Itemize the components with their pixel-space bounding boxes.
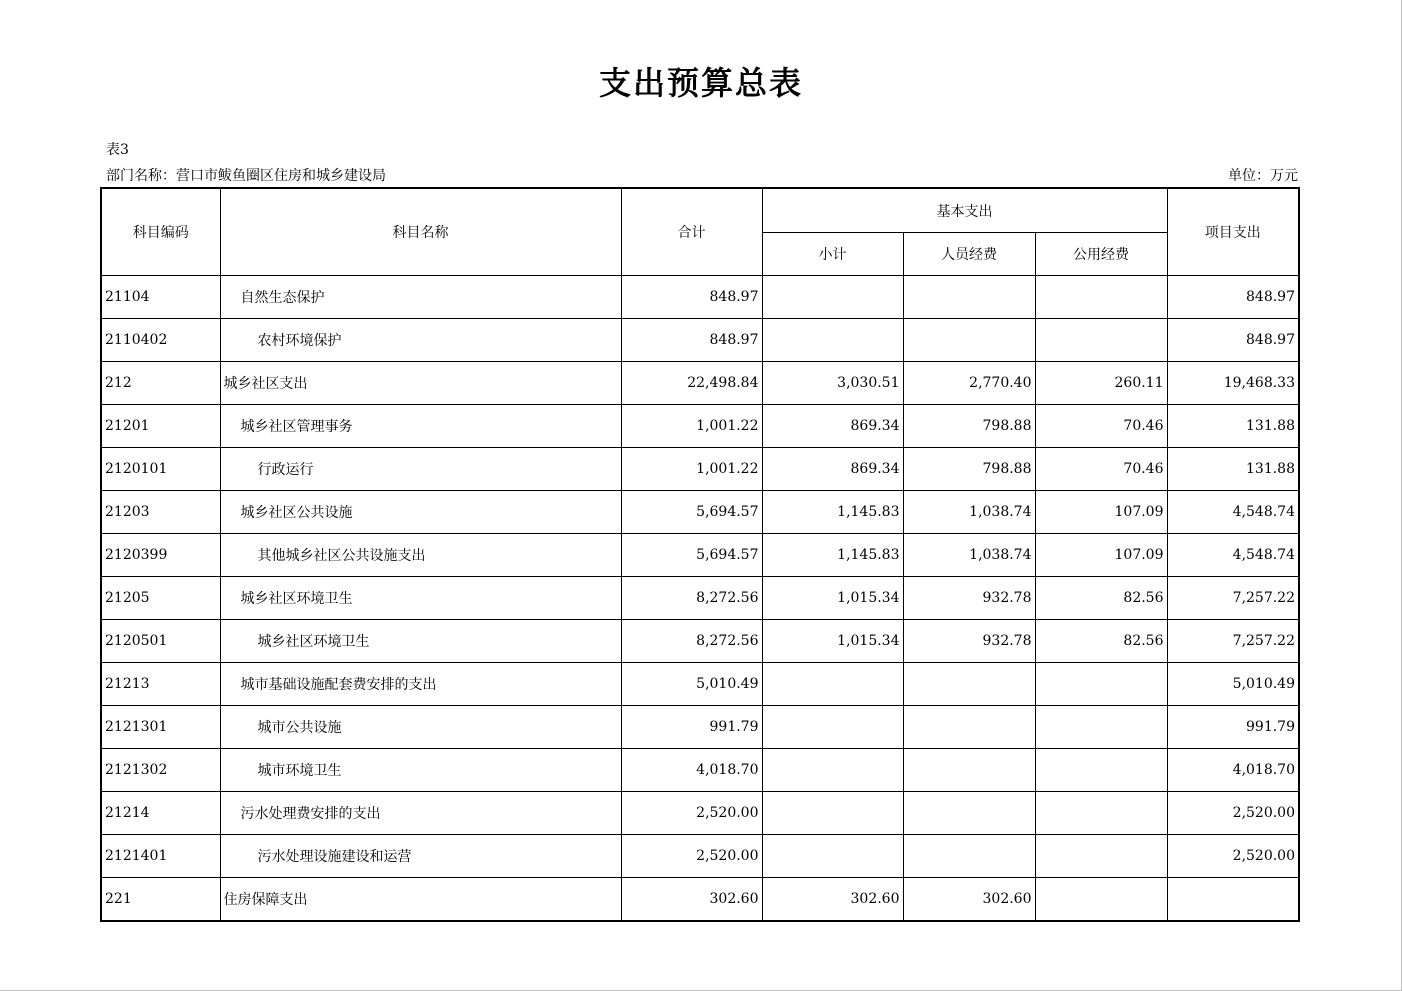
cell-name: 城乡社区环境卫生 [220, 577, 621, 620]
cell-name: 城乡社区公共设施 [220, 491, 621, 534]
cell-public: 107.09 [1035, 534, 1167, 577]
table-row [101, 362, 1299, 405]
cell-total: 1,001.22 [621, 405, 762, 448]
cell-project: 5,010.49 [1167, 663, 1299, 706]
cell-public: 82.56 [1035, 620, 1167, 663]
budget-table [100, 187, 1300, 922]
cell-total: 22,498.84 [621, 362, 762, 405]
cell-public: 82.56 [1035, 577, 1167, 620]
cell-project: 4,018.70 [1167, 749, 1299, 792]
table-row [101, 405, 1299, 448]
cell-public [1035, 749, 1167, 792]
table-row [101, 577, 1299, 620]
cell-subtotal: 1,015.34 [762, 577, 903, 620]
cell-project: 991.79 [1167, 706, 1299, 749]
page-title: 支出预算总表 [598, 64, 803, 102]
cell-code: 2110402 [101, 319, 220, 362]
unit-label: 单位：万元 [1228, 168, 1298, 184]
cell-project: 131.88 [1167, 448, 1299, 491]
cell-subtotal: 869.34 [762, 448, 903, 491]
cell-total: 2,520.00 [621, 792, 762, 835]
cell-subtotal: 302.60 [762, 878, 903, 922]
cell-code: 21203 [101, 491, 220, 534]
cell-personnel [903, 276, 1035, 319]
table-row [101, 276, 1299, 319]
cell-personnel [903, 749, 1035, 792]
cell-total: 8,272.56 [621, 577, 762, 620]
cell-total: 2,520.00 [621, 835, 762, 878]
cell-code: 2121401 [101, 835, 220, 878]
table-body [101, 276, 1299, 922]
header-code: 科目编码 [101, 188, 220, 276]
cell-name: 住房保障支出 [220, 878, 621, 922]
cell-total: 1,001.22 [621, 448, 762, 491]
cell-code: 212 [101, 362, 220, 405]
table-row [101, 835, 1299, 878]
cell-project [1167, 878, 1299, 922]
cell-project: 848.97 [1167, 276, 1299, 319]
cell-name: 城市公共设施 [220, 706, 621, 749]
cell-project: 2,520.00 [1167, 835, 1299, 878]
cell-name: 农村环境保护 [220, 319, 621, 362]
cell-subtotal [762, 835, 903, 878]
table-number: 表3 [106, 142, 129, 158]
table-row [101, 491, 1299, 534]
cell-personnel: 932.78 [903, 577, 1035, 620]
header-project: 项目支出 [1167, 188, 1299, 276]
table-row [101, 878, 1299, 922]
cell-name: 城乡社区管理事务 [220, 405, 621, 448]
cell-project: 7,257.22 [1167, 620, 1299, 663]
cell-code: 2121302 [101, 749, 220, 792]
header-public: 公用经费 [1035, 233, 1167, 276]
cell-public: 70.46 [1035, 405, 1167, 448]
cell-name: 自然生态保护 [220, 276, 621, 319]
table-row [101, 620, 1299, 663]
cell-code: 2120399 [101, 534, 220, 577]
header-personnel: 人员经费 [903, 233, 1035, 276]
table-row [101, 534, 1299, 577]
cell-code: 21104 [101, 276, 220, 319]
cell-project: 7,257.22 [1167, 577, 1299, 620]
cell-personnel [903, 706, 1035, 749]
cell-code: 21214 [101, 792, 220, 835]
cell-personnel [903, 319, 1035, 362]
table-row [101, 319, 1299, 362]
cell-subtotal: 1,015.34 [762, 620, 903, 663]
cell-name: 行政运行 [220, 448, 621, 491]
cell-public: 107.09 [1035, 491, 1167, 534]
cell-name: 城乡社区支出 [220, 362, 621, 405]
cell-project: 2,520.00 [1167, 792, 1299, 835]
department-name: 部门名称：营口市鲅鱼圈区住房和城乡建设局 [106, 168, 386, 184]
cell-subtotal [762, 706, 903, 749]
cell-project: 131.88 [1167, 405, 1299, 448]
cell-personnel [903, 835, 1035, 878]
cell-code: 2121301 [101, 706, 220, 749]
cell-personnel: 798.88 [903, 405, 1035, 448]
cell-total: 991.79 [621, 706, 762, 749]
cell-code: 221 [101, 878, 220, 922]
cell-personnel: 302.60 [903, 878, 1035, 922]
cell-public [1035, 878, 1167, 922]
cell-total: 5,010.49 [621, 663, 762, 706]
cell-personnel: 798.88 [903, 448, 1035, 491]
cell-total: 8,272.56 [621, 620, 762, 663]
header-name: 科目名称 [220, 188, 621, 276]
cell-name: 城市基础设施配套费安排的支出 [220, 663, 621, 706]
cell-project: 4,548.74 [1167, 491, 1299, 534]
cell-project: 19,468.33 [1167, 362, 1299, 405]
table-row [101, 792, 1299, 835]
cell-subtotal: 1,145.83 [762, 491, 903, 534]
header-basic: 基本支出 [762, 188, 1167, 233]
cell-name: 其他城乡社区公共设施支出 [220, 534, 621, 577]
cell-code: 21205 [101, 577, 220, 620]
cell-public: 70.46 [1035, 448, 1167, 491]
cell-personnel: 1,038.74 [903, 534, 1035, 577]
cell-total: 848.97 [621, 276, 762, 319]
cell-public [1035, 663, 1167, 706]
cell-personnel: 1,038.74 [903, 491, 1035, 534]
cell-code: 21213 [101, 663, 220, 706]
cell-personnel: 932.78 [903, 620, 1035, 663]
header-total: 合计 [621, 188, 762, 276]
cell-total: 5,694.57 [621, 491, 762, 534]
cell-public: 260.11 [1035, 362, 1167, 405]
cell-project: 848.97 [1167, 319, 1299, 362]
cell-personnel [903, 792, 1035, 835]
cell-public [1035, 276, 1167, 319]
table-row [101, 448, 1299, 491]
cell-subtotal [762, 792, 903, 835]
cell-subtotal [762, 749, 903, 792]
cell-code: 2120501 [101, 620, 220, 663]
cell-name: 城市环境卫生 [220, 749, 621, 792]
cell-total: 5,694.57 [621, 534, 762, 577]
cell-name: 污水处理设施建设和运营 [220, 835, 621, 878]
cell-total: 302.60 [621, 878, 762, 922]
cell-name: 污水处理费安排的支出 [220, 792, 621, 835]
cell-project: 4,548.74 [1167, 534, 1299, 577]
cell-public [1035, 706, 1167, 749]
cell-code: 2120101 [101, 448, 220, 491]
cell-public [1035, 835, 1167, 878]
cell-subtotal: 869.34 [762, 405, 903, 448]
cell-subtotal [762, 276, 903, 319]
table-row [101, 663, 1299, 706]
header-subtotal: 小计 [762, 233, 903, 276]
cell-subtotal: 3,030.51 [762, 362, 903, 405]
cell-total: 4,018.70 [621, 749, 762, 792]
cell-total: 848.97 [621, 319, 762, 362]
table-row [101, 749, 1299, 792]
cell-name: 城乡社区环境卫生 [220, 620, 621, 663]
cell-subtotal [762, 319, 903, 362]
cell-public [1035, 319, 1167, 362]
cell-personnel: 2,770.40 [903, 362, 1035, 405]
cell-code: 21201 [101, 405, 220, 448]
cell-public [1035, 792, 1167, 835]
table-row [101, 706, 1299, 749]
cell-personnel [903, 663, 1035, 706]
cell-subtotal [762, 663, 903, 706]
cell-subtotal: 1,145.83 [762, 534, 903, 577]
